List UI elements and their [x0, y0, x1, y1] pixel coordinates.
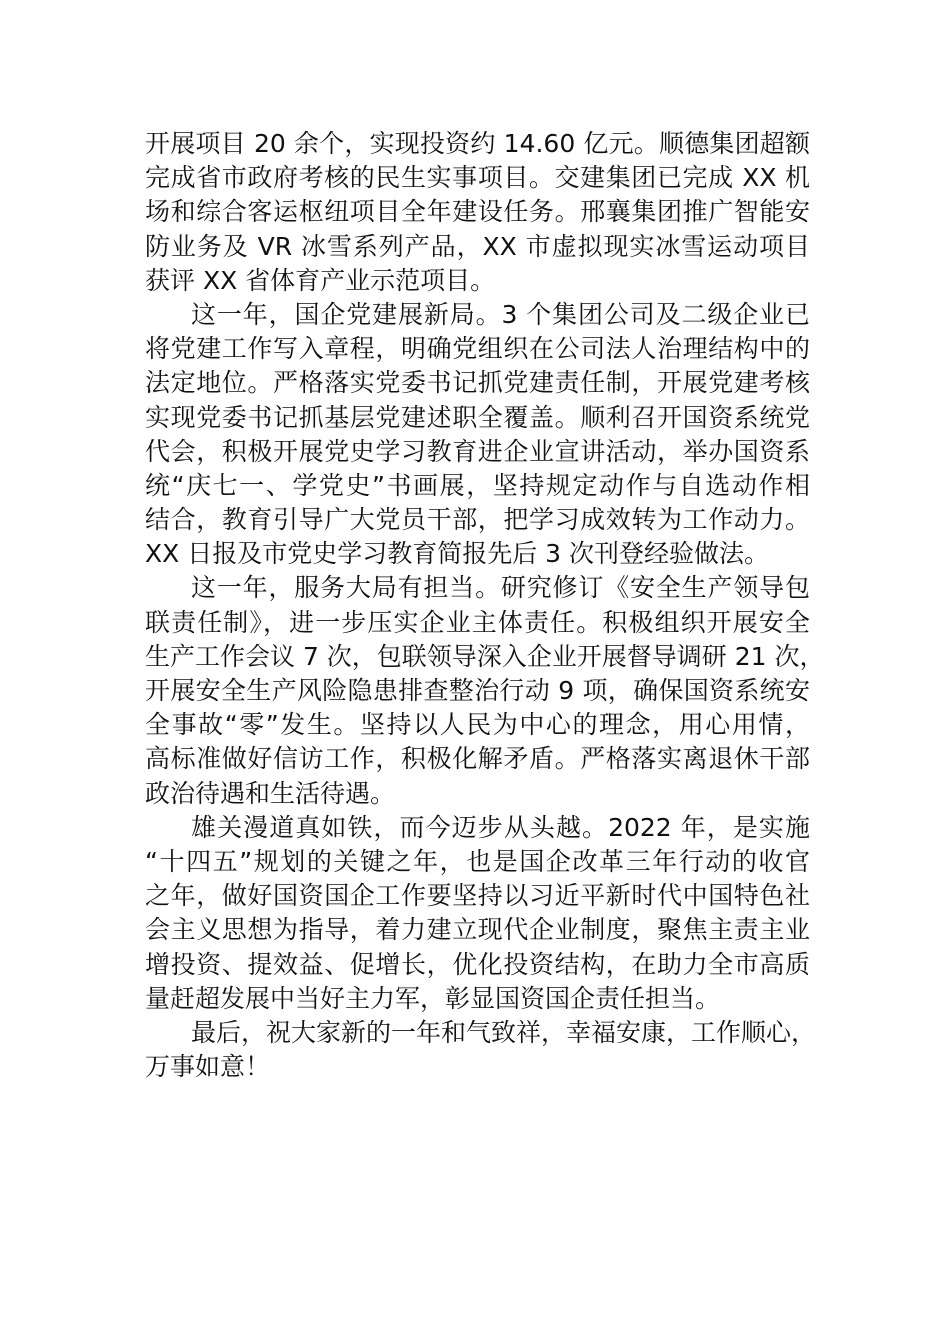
text-line: 获评 XX 省体育产业示范项目。 [145, 265, 496, 295]
text-line: 量赶超发展中当好主力军，彰显国资国企责任担当。 [145, 983, 721, 1013]
text-line: 场和综合客运枢纽项目全年建设任务。邢襄集团推广智能安 [145, 197, 810, 227]
paragraph-first-line: 最后，祝大家新的一年和气致祥，幸福安康，工作顺心， [191, 1017, 817, 1047]
text-line: 联责任制》，进一步压实企业主体责任。积极组织开展安全 [145, 607, 810, 637]
text-line: 结合，教育引导广大党员干部，把学习成效转为工作动力。 [145, 505, 810, 535]
paragraph-first-line: 这一年，国企党建展新局。3 个集团公司及二级企业已 [191, 299, 810, 329]
paragraph-first-line: 雄关漫道真如铁，而今迈步从头越。2022 年，是实施 [191, 812, 810, 842]
text-line: 代会，积极开展党史学习教育进企业宣讲活动，举办国资系 [145, 436, 810, 466]
text-line: 增投资、提效益、促增长，优化投资结构，在助力全市高质 [145, 949, 810, 979]
text-line: XX 日报及市党史学习教育简报先后 3 次刊登经验做法。 [145, 539, 770, 569]
text-line: 会主义思想为指导，着力建立现代企业制度，聚焦主责主业 [145, 915, 810, 945]
text-line: 万事如意！ [145, 1052, 271, 1082]
text-line: 实现党委书记抓基层党建述职全覆盖。顺利召开国资系统党 [145, 402, 810, 432]
text-line: 统“庆七一、学党史”书画展，坚持规定动作与自选动作相 [145, 470, 810, 500]
text-line: 完成省市政府考核的民生实事项目。交建集团已完成 XX 机 [145, 163, 810, 193]
text-line: 开展安全生产风险隐患排查整治行动 9 项，确保国资系统安 [145, 676, 810, 705]
text-line: 开展项目 20 余个，实现投资约 14.60 亿元。顺德集团超额 [145, 129, 810, 158]
text-line: 全事故“零”发生。坚持以人民为中心的理念，用心用情， [145, 710, 810, 740]
text-line: 政治待遇和生活待遇。 [145, 778, 396, 808]
paragraph-first-line: 这一年，服务大局有担当。研究修订《安全生产领导包 [191, 573, 810, 603]
text-line: 将党建工作写入章程，明确党组织在公司法人治理结构中的 [145, 334, 810, 364]
text-line: 法定地位。严格落实党委书记抓党建责任制，开展党建考核 [145, 368, 810, 398]
text-line: 高标准做好信访工作，积极化解矛盾。严格落实离退休干部 [145, 744, 810, 774]
text-line: 之年，做好国资国企工作要坚持以习近平新时代中国特色社 [145, 881, 810, 911]
text-line: 生产工作会议 7 次，包联领导深入企业开展督导调研 21 次， [145, 641, 825, 671]
document-body [145, 127, 825, 1084]
text-line: 防业务及 VR 冰雪系列产品，XX 市虚拟现实冰雪运动项目 [145, 231, 810, 261]
text-line: “十四五”规划的关键之年，也是国企改革三年行动的收官 [145, 846, 810, 876]
